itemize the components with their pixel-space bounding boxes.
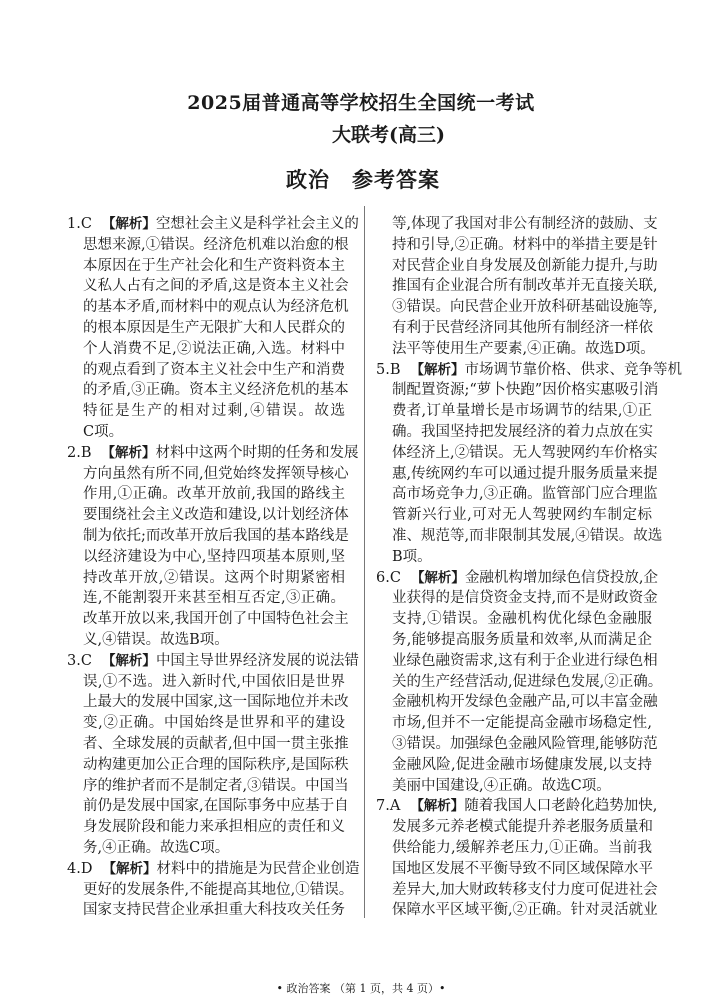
text-line bbox=[392, 630, 652, 651]
text-line bbox=[392, 547, 652, 568]
text-line bbox=[83, 900, 345, 921]
text-line bbox=[83, 838, 345, 859]
line-text: 金融机构开发绿色金融产品,可以丰富金融 bbox=[392, 694, 658, 711]
line-text: 惠,传统网约车可以通过提升服务质量来提 bbox=[392, 465, 658, 482]
text-line bbox=[83, 796, 349, 817]
line-text: 美丽中国建设,④正确。故选C项。 bbox=[392, 777, 611, 794]
text-line bbox=[392, 339, 655, 360]
text-line bbox=[392, 505, 652, 526]
text-line bbox=[83, 734, 349, 755]
text-line bbox=[392, 880, 658, 901]
line-text: 支持,①错误。金融机构优化绿色金融服 bbox=[392, 611, 652, 628]
line-text: 更好的发展条件,不能提高其地位,①错误。 bbox=[83, 881, 354, 898]
line-text: 要围绕社会主义改造和建设,以计划经济体 bbox=[83, 507, 349, 524]
text-line bbox=[392, 838, 652, 859]
text-line bbox=[392, 318, 652, 339]
answer-item-start bbox=[67, 443, 359, 464]
line-text: 义,④错误。故选B项。 bbox=[83, 631, 229, 648]
answer-number: 6.C bbox=[376, 569, 401, 586]
line-text: 法平等使用生产要素,④正确。故选D项。 bbox=[392, 340, 655, 357]
text-line bbox=[83, 880, 354, 901]
text-line bbox=[83, 609, 349, 630]
text-line bbox=[392, 900, 658, 921]
text-line bbox=[83, 318, 345, 339]
line-text: 国家支持民营企业承担重大科技攻关任务 bbox=[83, 902, 345, 919]
text-line bbox=[392, 651, 658, 672]
line-text: 市场调节靠价格、供求、竞争等机 bbox=[464, 361, 682, 378]
column-divider bbox=[364, 206, 365, 918]
answer-item-start bbox=[67, 859, 360, 880]
line-text: 的根本原因是生产无限扩大和人民群众的 bbox=[83, 319, 345, 336]
line-text: 材料中这两个时期的任务和发展 bbox=[155, 444, 359, 461]
answer-item-start bbox=[67, 651, 359, 672]
line-text: 管新兴行业,可对无人驾驶网约车制定标 bbox=[392, 507, 652, 524]
line-text: 持改革开放,②错误。这两个时期紧密相 bbox=[83, 569, 345, 586]
line-text: ③错误。向民营企业开放科研基础设施等, bbox=[392, 299, 658, 316]
line-text: 的基本矛盾,而材料中的观点认为经济危机 bbox=[83, 299, 349, 316]
text-line bbox=[392, 443, 658, 464]
line-text: 思想来源,①错误。经济危机难以治愈的根 bbox=[83, 236, 349, 253]
text-line bbox=[392, 297, 658, 318]
line-text: 关的生产经营活动,促进绿色发展,②正确。 bbox=[392, 673, 663, 690]
text-line bbox=[392, 755, 652, 776]
line-text: 的观点看到了资本主义社会中生产和消费 bbox=[83, 361, 345, 378]
page-footer: • 政治答案 （第 1 页，共 4 页）• bbox=[276, 982, 446, 995]
text-line bbox=[83, 630, 345, 651]
text-line bbox=[392, 235, 658, 256]
line-text: 市场,但并不一定能提高金融市场稳定性, bbox=[392, 715, 652, 732]
text-line bbox=[392, 484, 658, 505]
line-text: B项。 bbox=[392, 548, 432, 565]
text-line bbox=[392, 859, 652, 880]
line-text: 材料中的措施是为民营企业创造 bbox=[156, 860, 360, 877]
line-text: 国地区发展不平衡导致不同区域保障水平 bbox=[392, 860, 653, 877]
line-text: ③错误。加强绿色金融风险管理,能够防范 bbox=[392, 735, 658, 752]
line-text: 动构建更加公正合理的国际秩序,是国际秩 bbox=[83, 756, 349, 773]
text-line bbox=[83, 547, 345, 568]
line-text: 者、全球发展的贡献者,但中国一贯主张推 bbox=[83, 735, 349, 752]
line-text: 费者,订单量增长是市场调节的结果,①正 bbox=[392, 403, 652, 420]
line-text: 义私人占有之间的矛盾,这是资本主义社会 bbox=[83, 278, 349, 295]
answer-number: 1.C bbox=[67, 216, 92, 232]
text-line bbox=[83, 422, 345, 443]
text-line bbox=[83, 297, 349, 318]
line-text: 持和引导,②正确。材料中的举措主要是针 bbox=[392, 236, 658, 253]
text-line bbox=[392, 526, 663, 547]
text-line bbox=[392, 776, 652, 797]
line-text: 随着我国人口老龄化趋势加快, bbox=[464, 798, 658, 815]
text-line bbox=[83, 692, 349, 713]
text-line bbox=[392, 817, 652, 838]
answer-item-start bbox=[376, 796, 658, 817]
line-text: 制配置资源;“萝卜快跑”因价格实惠吸引消 bbox=[392, 382, 659, 399]
text-line bbox=[83, 464, 349, 485]
text-line bbox=[83, 817, 345, 838]
line-text: 对民营企业自身发展及创新能力提升,与助 bbox=[392, 257, 658, 274]
line-text: 本原因在于生产社会化和生产资料资本主 bbox=[83, 257, 345, 274]
text-line bbox=[392, 713, 652, 734]
line-text: 序的维护者而不是制定者,③错误。中国当 bbox=[83, 777, 349, 794]
line-text: 准、规范等,而非限制其发展,④错误。故选 bbox=[392, 527, 663, 544]
line-text: 误,①不选。进入新时代,中国依旧是世界 bbox=[83, 673, 345, 690]
analysis-tag: 【解析】 bbox=[410, 798, 465, 815]
text-line bbox=[83, 256, 345, 277]
line-text: 确。我国坚持把发展经济的着力点放在实 bbox=[392, 423, 653, 440]
text-line bbox=[392, 401, 652, 422]
answer-number: 3.C bbox=[67, 652, 92, 669]
text-line bbox=[392, 464, 658, 485]
line-text: 改革开放以来,我国开创了中国特色社会主 bbox=[83, 611, 349, 628]
line-text: 变,②正确。中国始终是世界和平的建设 bbox=[83, 715, 345, 732]
text-line bbox=[83, 672, 345, 693]
line-text: 金融机构增加绿色信贷投放,企 bbox=[464, 569, 659, 586]
text-line bbox=[392, 214, 658, 235]
text-line bbox=[83, 713, 345, 734]
line-text: 金融风险,促进金融市场健康发展,以支持 bbox=[392, 756, 652, 773]
text-line bbox=[392, 422, 652, 443]
line-text: 务,能够提高服务质量和效率,从而满足企 bbox=[392, 631, 652, 648]
line-text: 等,体现了我国对非公有制经济的鼓励、支 bbox=[392, 216, 658, 232]
line-text: 务,④正确。故选C项。 bbox=[83, 839, 230, 856]
line-text: 业获得的是信贷资金支持,而不是财政资金 bbox=[392, 590, 658, 607]
text-line bbox=[83, 360, 345, 381]
text-line bbox=[392, 256, 658, 277]
line-text: 高市场竞争力,③正确。监管部门应合理监 bbox=[392, 486, 658, 503]
text-line bbox=[83, 526, 349, 547]
line-text: 有利于民营经济同其他所有制经济一样依 bbox=[392, 319, 653, 336]
line-text: 保障水平区域平衡,②正确。针对灵活就业 bbox=[392, 902, 658, 919]
line-text: 上最大的发展中国家,这一国际地位并未改 bbox=[83, 694, 349, 711]
answer-number: 4.D bbox=[67, 860, 93, 877]
answer-item-start bbox=[67, 214, 359, 235]
analysis-tag: 【解析】 bbox=[101, 652, 156, 669]
analysis-tag: 【解析】 bbox=[410, 361, 465, 378]
line-text: 特征是生产的相对过剩,④错误。故选 bbox=[83, 403, 345, 420]
exam-subtitle: 大联考(高三) bbox=[332, 124, 445, 146]
analysis-tag: 【解析】 bbox=[101, 216, 156, 232]
line-text: 空想社会主义是科学社会主义的 bbox=[155, 216, 359, 232]
text-line bbox=[392, 609, 652, 630]
text-line bbox=[83, 588, 345, 609]
line-text: 连,不能割裂开来甚至相互否定,③正确。 bbox=[83, 590, 345, 607]
right-column bbox=[376, 214, 682, 921]
answer-number: 7.A bbox=[376, 798, 401, 815]
line-text: 供给能力,缓解养老压力,①正确。当前我 bbox=[392, 839, 652, 856]
line-text: 发展多元养老模式能提升养老服务质量和 bbox=[392, 819, 653, 836]
answer-number: 2.B bbox=[67, 444, 92, 461]
text-line bbox=[392, 276, 658, 297]
answer-item-start bbox=[376, 360, 682, 381]
line-text: 前仍是发展中国家,在国际事务中应基于自 bbox=[83, 798, 349, 815]
line-text: C项。 bbox=[83, 423, 124, 440]
analysis-tag: 【解析】 bbox=[102, 860, 157, 877]
text-line bbox=[392, 692, 658, 713]
line-text: 推国有企业混合所有制改革并无直接关联, bbox=[392, 278, 658, 295]
text-line bbox=[83, 568, 345, 589]
answer-number: 5.B bbox=[376, 361, 401, 378]
line-text: 作用,①正确。改革开放前,我国的路线主 bbox=[83, 486, 345, 503]
left-column bbox=[67, 214, 360, 921]
line-text: 身发展阶段和能力来承担相应的责任和义 bbox=[83, 819, 345, 836]
line-text: 方向虽然有所不同,但党始终发挥领导核心 bbox=[83, 465, 349, 482]
line-text: 中国主导世界经济发展的说法错 bbox=[155, 652, 359, 669]
text-line bbox=[83, 276, 349, 297]
text-line bbox=[83, 484, 345, 505]
text-line bbox=[392, 734, 658, 755]
line-text: 的矛盾,③正确。资本主义经济危机的基本 bbox=[83, 382, 349, 399]
line-text: 差异大,加大财政转移支付力度可促进社会 bbox=[392, 881, 658, 898]
text-line bbox=[83, 401, 345, 422]
line-text: 体经济上,②错误。无人驾驶网约车价格实 bbox=[392, 444, 658, 461]
page-heading: 政治 参考答案 bbox=[286, 167, 440, 192]
text-line bbox=[83, 339, 345, 360]
line-text: 业绿色融资需求,这有利于企业进行绿色相 bbox=[392, 652, 658, 669]
line-text: 个人消费不足,②说法正确,入选。材料中 bbox=[83, 340, 345, 357]
line-text: 以经济建设为中心,坚持四项基本原则,坚 bbox=[83, 548, 345, 565]
text-line bbox=[83, 380, 349, 401]
text-line bbox=[83, 505, 349, 526]
text-line bbox=[83, 755, 349, 776]
exam-title: 2025届普通高等学校招生全国统一考试 bbox=[187, 92, 535, 114]
analysis-tag: 【解析】 bbox=[101, 444, 156, 461]
text-line bbox=[83, 235, 349, 256]
analysis-tag: 【解析】 bbox=[410, 569, 465, 586]
text-line bbox=[392, 380, 659, 401]
text-line bbox=[83, 776, 349, 797]
text-line bbox=[392, 588, 658, 609]
text-line bbox=[392, 672, 663, 693]
line-text: 制为依托;而改革开放后我国的基本路线是 bbox=[83, 527, 349, 544]
answer-item-start bbox=[376, 568, 659, 589]
